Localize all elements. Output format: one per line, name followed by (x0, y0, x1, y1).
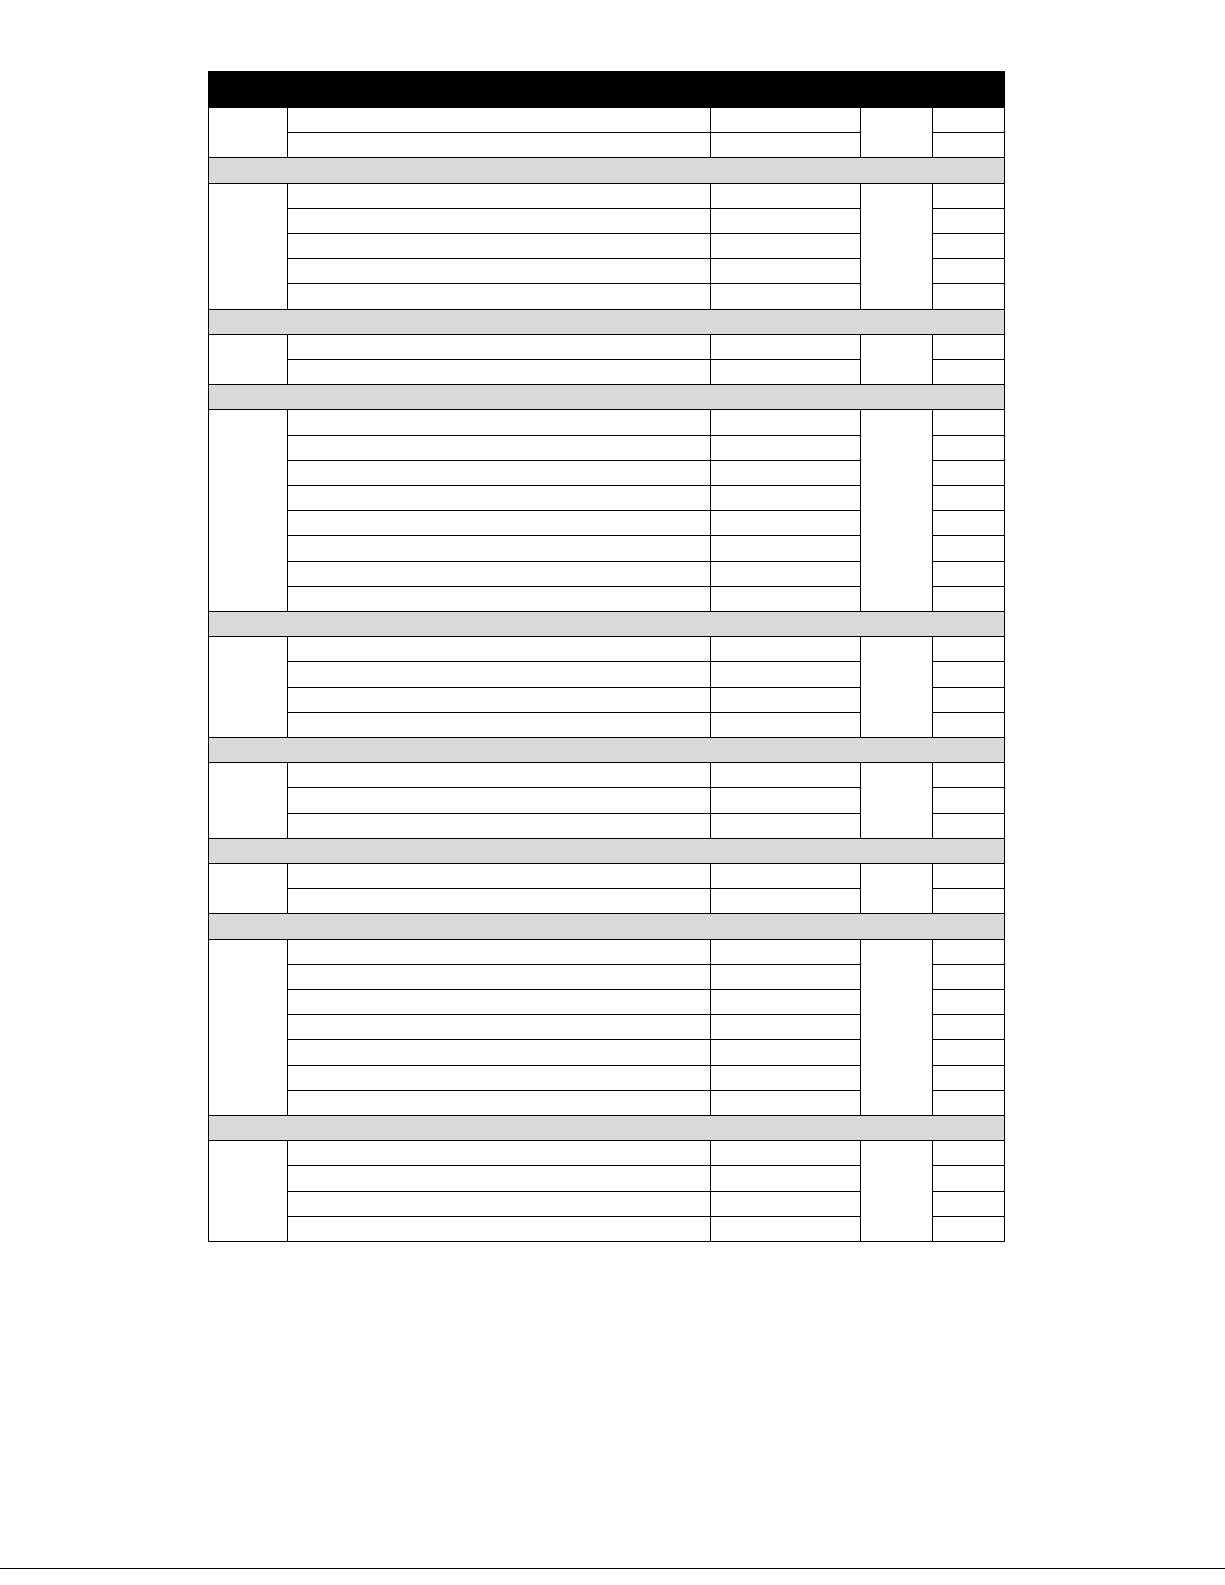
group-9-row-3-result-cell (932, 1191, 1005, 1217)
group-4-row-7-result-cell (932, 561, 1005, 587)
group-3-merged-cell (860, 334, 933, 385)
group-4-row-4-description-cell (287, 485, 711, 511)
group-6-row-2-result-cell (932, 787, 1005, 814)
group-6-row-3-value-cell (710, 813, 861, 839)
group-8-row-1-value-cell (710, 939, 861, 965)
group-9-row-3-value-cell (710, 1191, 861, 1217)
group-3-row-2-result-cell (932, 359, 1005, 385)
group-6-row-1-description-cell (287, 762, 711, 788)
group-5-row-4-description-cell (287, 712, 711, 738)
group-4-row-5-description-cell (287, 510, 711, 536)
group-2-row-4-description-cell (287, 258, 711, 284)
group-2-row-2-value-cell (710, 208, 861, 234)
group-2-label-cell (208, 183, 288, 310)
group-5-row-2-result-cell (932, 661, 1005, 688)
group-8-row-5-result-cell (932, 1039, 1005, 1066)
group-8-row-6-description-cell (287, 1065, 711, 1091)
group-8-row-1-description-cell (287, 939, 711, 965)
group-5-row-1-result-cell (932, 636, 1005, 662)
group-1-row-2-value-cell (710, 132, 861, 158)
group-7-label-cell (208, 863, 288, 914)
group-7-row-1-result-cell (932, 863, 1005, 889)
group-6-row-2-description-cell (287, 787, 711, 814)
section-separator-band (208, 157, 1005, 184)
group-9-row-1-description-cell (287, 1140, 711, 1166)
group-2-row-5-result-cell (932, 283, 1005, 310)
group-5-row-3-result-cell (932, 687, 1005, 713)
group-2-row-5-value-cell (710, 283, 861, 310)
group-6-row-1-value-cell (710, 762, 861, 788)
group-4-row-1-value-cell (710, 409, 861, 436)
group-4-row-2-description-cell (287, 435, 711, 461)
group-8-row-2-description-cell (287, 964, 711, 990)
group-2-row-3-description-cell (287, 233, 711, 259)
group-8-row-1-result-cell (932, 939, 1005, 965)
group-5-row-1-description-cell (287, 636, 711, 662)
group-4-row-2-value-cell (710, 435, 861, 461)
group-9-row-3-description-cell (287, 1191, 711, 1217)
group-9-merged-cell (860, 1140, 933, 1242)
group-8-row-4-description-cell (287, 1014, 711, 1040)
group-4-row-6-value-cell (710, 535, 861, 562)
group-8-row-6-result-cell (932, 1065, 1005, 1091)
group-5-row-4-value-cell (710, 712, 861, 738)
group-4-label-cell (208, 409, 288, 612)
group-1-row-2-result-cell (932, 132, 1005, 158)
group-4-row-1-result-cell (932, 409, 1005, 436)
group-5-merged-cell (860, 636, 933, 738)
group-9-row-1-value-cell (710, 1140, 861, 1166)
group-3-row-2-value-cell (710, 359, 861, 385)
group-5-label-cell (208, 636, 288, 738)
group-4-row-3-result-cell (932, 460, 1005, 486)
group-4-row-4-result-cell (932, 485, 1005, 511)
group-9-label-cell (208, 1140, 288, 1242)
group-6-row-1-result-cell (932, 762, 1005, 788)
group-5-row-3-description-cell (287, 687, 711, 713)
group-4-row-5-value-cell (710, 510, 861, 536)
group-9-row-2-result-cell (932, 1165, 1005, 1192)
group-1-merged-cell (860, 107, 933, 158)
group-3-row-1-value-cell (710, 334, 861, 360)
group-1-row-1-result-cell (932, 107, 1005, 133)
group-2-row-1-description-cell (287, 183, 711, 209)
group-2-row-2-description-cell (287, 208, 711, 234)
group-2-row-1-result-cell (932, 183, 1005, 209)
group-5-row-3-value-cell (710, 687, 861, 713)
group-7-row-2-value-cell (710, 888, 861, 914)
group-4-row-6-result-cell (932, 535, 1005, 562)
group-8-row-4-result-cell (932, 1014, 1005, 1040)
group-5-row-4-result-cell (932, 712, 1005, 738)
group-7-merged-cell (860, 863, 933, 914)
section-separator-band (208, 309, 1005, 335)
group-9-row-4-description-cell (287, 1216, 711, 1242)
group-9-row-2-description-cell (287, 1165, 711, 1192)
group-6-merged-cell (860, 762, 933, 839)
group-9-row-4-value-cell (710, 1216, 861, 1242)
group-8-row-7-description-cell (287, 1090, 711, 1116)
group-5-row-2-description-cell (287, 661, 711, 688)
group-1-row-2-description-cell (287, 132, 711, 158)
group-8-row-5-description-cell (287, 1039, 711, 1066)
group-7-row-2-result-cell (932, 888, 1005, 914)
group-5-row-1-value-cell (710, 636, 861, 662)
page-bottom-rule (0, 1568, 1225, 1569)
group-4-row-8-value-cell (710, 586, 861, 612)
group-4-row-7-value-cell (710, 561, 861, 587)
group-3-row-2-description-cell (287, 359, 711, 385)
group-8-row-2-value-cell (710, 964, 861, 990)
group-8-row-3-result-cell (932, 989, 1005, 1015)
group-4-row-1-description-cell (287, 409, 711, 436)
section-separator-band (208, 1115, 1005, 1141)
group-9-row-4-result-cell (932, 1216, 1005, 1242)
group-4-row-2-result-cell (932, 435, 1005, 461)
group-6-row-3-result-cell (932, 813, 1005, 839)
group-2-row-4-result-cell (932, 258, 1005, 284)
group-6-row-2-value-cell (710, 787, 861, 814)
group-8-row-7-result-cell (932, 1090, 1005, 1116)
group-5-row-2-value-cell (710, 661, 861, 688)
table-header-bar (208, 71, 1005, 107)
group-8-row-4-value-cell (710, 1014, 861, 1040)
group-8-row-3-description-cell (287, 989, 711, 1015)
group-1-label-cell (208, 107, 288, 158)
group-8-row-5-value-cell (710, 1039, 861, 1066)
group-8-row-2-result-cell (932, 964, 1005, 990)
group-4-row-3-description-cell (287, 460, 711, 486)
group-2-row-4-value-cell (710, 258, 861, 284)
group-7-row-2-description-cell (287, 888, 711, 914)
section-separator-band (208, 611, 1005, 637)
group-3-label-cell (208, 334, 288, 385)
group-4-row-4-value-cell (710, 485, 861, 511)
group-4-row-3-value-cell (710, 460, 861, 486)
section-separator-band (208, 384, 1005, 410)
group-8-row-6-value-cell (710, 1065, 861, 1091)
group-4-row-5-result-cell (932, 510, 1005, 536)
group-6-row-3-description-cell (287, 813, 711, 839)
group-4-row-8-result-cell (932, 586, 1005, 612)
group-9-row-2-value-cell (710, 1165, 861, 1192)
group-2-row-1-value-cell (710, 183, 861, 209)
group-2-merged-cell (860, 183, 933, 310)
group-4-row-6-description-cell (287, 535, 711, 562)
section-separator-band (208, 913, 1005, 940)
group-4-row-7-description-cell (287, 561, 711, 587)
group-6-label-cell (208, 762, 288, 839)
group-3-row-1-result-cell (932, 334, 1005, 360)
group-8-label-cell (208, 939, 288, 1116)
group-8-row-7-value-cell (710, 1090, 861, 1116)
group-8-row-3-value-cell (710, 989, 861, 1015)
group-4-row-8-description-cell (287, 586, 711, 612)
group-3-row-1-description-cell (287, 334, 711, 360)
group-1-row-1-description-cell (287, 107, 711, 133)
group-1-row-1-value-cell (710, 107, 861, 133)
group-7-row-1-description-cell (287, 863, 711, 889)
group-2-row-3-value-cell (710, 233, 861, 259)
group-8-merged-cell (860, 939, 933, 1116)
section-separator-band (208, 838, 1005, 864)
section-separator-band (208, 737, 1005, 763)
group-9-row-1-result-cell (932, 1140, 1005, 1166)
group-2-row-2-result-cell (932, 208, 1005, 234)
group-2-row-3-result-cell (932, 233, 1005, 259)
group-4-merged-cell (860, 409, 933, 612)
group-2-row-5-description-cell (287, 283, 711, 310)
group-7-row-1-value-cell (710, 863, 861, 889)
